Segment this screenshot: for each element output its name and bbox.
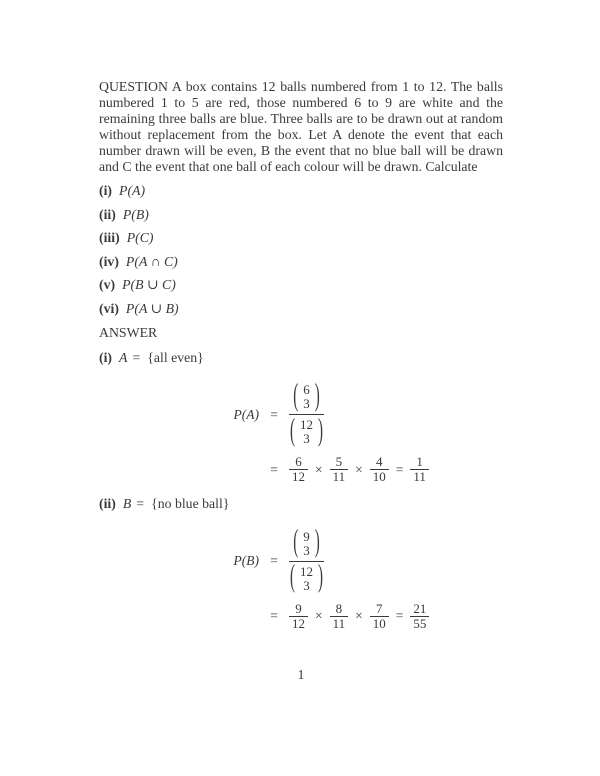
multiply-sign: × xyxy=(355,608,363,623)
item-label: (vi) xyxy=(99,300,119,316)
binom-bottom: 3 xyxy=(303,577,310,593)
text-block xyxy=(99,79,503,631)
equation-pa xyxy=(219,379,503,484)
fraction: $\frac{9}{12}$ xyxy=(289,602,308,631)
question-item-v xyxy=(99,277,503,293)
big-fraction xyxy=(289,525,324,595)
answer-statement-ii xyxy=(99,496,503,512)
equation-row-1 xyxy=(219,379,503,448)
binom-bottom: 3 xyxy=(303,431,310,446)
binomial-12-3 xyxy=(289,414,324,448)
binom-top: 9 xyxy=(303,528,310,544)
fraction: $\frac{8}{11}$ xyxy=(330,602,349,631)
fraction: $\frac{5}{11}$ xyxy=(330,455,349,484)
item-math: P(A) xyxy=(119,183,146,198)
left-paren-icon: ( xyxy=(290,414,295,448)
equals-sign: = xyxy=(270,461,278,477)
equals-sign: = xyxy=(270,608,278,623)
item-label: (ii) xyxy=(99,496,116,511)
item-math: P(A ∪ B) xyxy=(125,300,179,316)
equals-sign: = xyxy=(395,461,404,477)
multiply-sign: × xyxy=(315,608,323,623)
left-paren-icon: ( xyxy=(293,379,299,413)
equation-row-1 xyxy=(219,525,503,595)
binom-top: 12 xyxy=(300,563,313,579)
equation-lhs: P(A) xyxy=(233,406,259,422)
left-paren-icon: ( xyxy=(290,560,295,595)
multiply-sign: × xyxy=(355,461,363,477)
equation-pb xyxy=(219,525,503,631)
question-item-iv xyxy=(99,254,503,270)
fraction-result: $\frac{21}{55}$ xyxy=(410,602,429,631)
question-item-ii xyxy=(99,207,503,223)
set-description: {all even} xyxy=(147,349,204,365)
answer-heading: ANSWER xyxy=(99,325,158,340)
binomial-9-3 xyxy=(292,525,321,560)
equation-row-2 xyxy=(219,602,503,631)
binom-bottom: 3 xyxy=(303,396,310,411)
item-label: (iv) xyxy=(99,253,119,269)
item-label: (v) xyxy=(99,277,116,292)
equation-row-2 xyxy=(219,455,503,484)
fraction: $\frac{6}{12}$ xyxy=(289,455,308,484)
item-label: (ii) xyxy=(99,206,116,222)
fraction-result: $\frac{1}{11}$ xyxy=(410,455,429,484)
item-math: P(B ∪ C) xyxy=(122,277,176,292)
right-paren-icon: ) xyxy=(318,560,323,595)
question-item-iii xyxy=(99,230,503,246)
equation-lhs: P(B) xyxy=(233,553,259,568)
question-item-i xyxy=(99,183,503,199)
multiply-sign: × xyxy=(315,461,323,477)
item-math: P(A ∩ C) xyxy=(125,253,178,269)
equals-sign: = xyxy=(132,349,141,365)
binom-top: 6 xyxy=(303,382,310,397)
right-paren-icon: ) xyxy=(314,525,320,560)
page-number: 1 xyxy=(297,667,305,682)
binom-bottom: 3 xyxy=(303,542,310,558)
equals-sign: = xyxy=(270,406,278,422)
item-label: (i) xyxy=(99,349,113,365)
event-variable: A xyxy=(119,349,128,365)
item-math: P(B) xyxy=(122,206,149,222)
equals-sign: = xyxy=(136,496,145,511)
item-label: (iii) xyxy=(99,230,120,245)
right-paren-icon: ) xyxy=(314,379,320,413)
binomial-6-3 xyxy=(292,379,321,413)
set-description: {no blue ball} xyxy=(151,496,230,511)
answer-statement-i xyxy=(99,350,503,366)
equals-sign: = xyxy=(270,553,278,568)
item-math: P(C) xyxy=(126,230,154,245)
fraction: $\frac{4}{10}$ xyxy=(370,455,389,484)
left-paren-icon: ( xyxy=(293,525,299,560)
question-item-vi xyxy=(99,301,503,317)
binom-top: 12 xyxy=(300,417,313,432)
equals-sign: = xyxy=(395,608,404,623)
binomial-12-3 xyxy=(289,560,324,595)
event-variable: B xyxy=(122,496,132,511)
fraction: $\frac{7}{10}$ xyxy=(370,602,389,631)
right-paren-icon: ) xyxy=(318,414,323,448)
item-label: (i) xyxy=(99,183,113,198)
big-fraction xyxy=(289,379,324,448)
question-paragraph: QUESTION A box contains 12 balls numbered from 1 to 12. The balls numbered 1 to 5 are red, those numbered 6 to 9 are white and the remaining three balls are blue. Three balls are to be drawn out at random without replacement from the box. Let A denote the event that each number drawn will be even, B the event that no blue ball will be drawn and C the event that one ball of each colour will be drawn. Calculate xyxy=(99,79,503,174)
